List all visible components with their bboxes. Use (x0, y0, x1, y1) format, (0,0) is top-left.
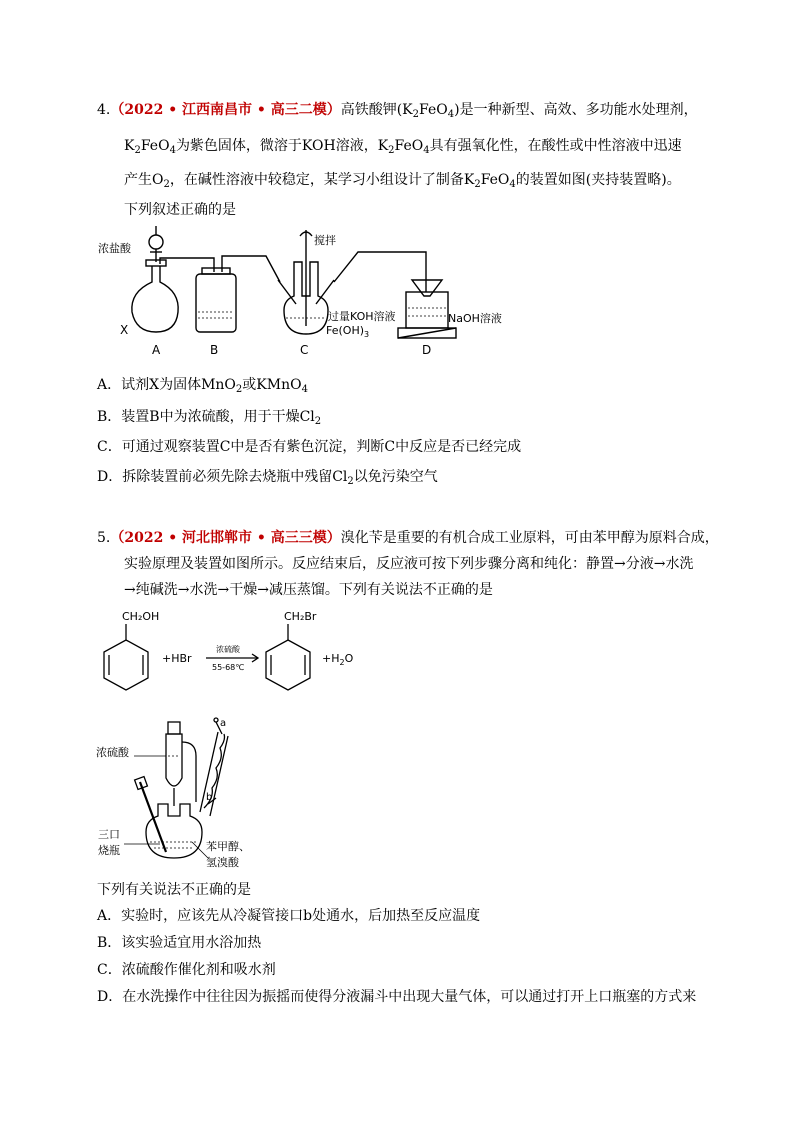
q4-line-4: 下列叙述正确的是 (124, 202, 236, 218)
q5-apparatus-figure (96, 712, 266, 868)
q5-line-1: 5.（2022 • 河北邯郸市 • 高三三模）溴化苄是重要的有机合成工业原料，可由苯甲醇为原料合成， (97, 530, 719, 546)
label-stir: 搅拌 (314, 234, 336, 247)
q5-prompt: 下列有关说法不正确的是 (97, 882, 251, 898)
flask-a (132, 266, 178, 332)
label-flask-1: 三口 (98, 828, 120, 841)
byproduct-water: $+H_2O$ (322, 652, 354, 667)
label-flask-2: 烧瓶 (98, 844, 120, 857)
q4-apparatus-figure (96, 222, 502, 360)
label-mix-1: 苯甲醇、 (206, 840, 250, 853)
q5-option-b: B．该实验适宜用水浴加热 (97, 935, 262, 951)
beaker-d (406, 292, 448, 328)
reactant-group: CH₂OH (122, 610, 160, 623)
q4-number: 4. (97, 102, 111, 118)
reagent-hbr: +HBr (162, 652, 192, 665)
q5-number: 5. (97, 530, 111, 546)
q4-line-1: 4.（2022 • 江西南昌市 • 高三二模）高铁酸钾$(K_2FeO_4)$是一种新型、高效、多功能水处理剂， (97, 102, 698, 120)
q4-option-c: C．可通过观察装置C中是否有紫色沉淀，判断C中反应是否已经完成 (97, 439, 522, 455)
q5-line-3: →纯碱洗→水洗→干燥→减压蒸馏。下列有关说法不正确的是 (124, 582, 493, 598)
q5-reaction-scheme (96, 606, 396, 702)
q5-source: （2022 • 河北邯郸市 • 高三三模） (110, 530, 341, 546)
q5-option-d: D．在水洗操作中往往因为振摇而使得分液漏斗中出现大量气体，可以通过打开上口瓶塞的方式来 (97, 989, 697, 1005)
label-naoh: NaOH溶液 (448, 312, 502, 325)
label-d: D (422, 343, 432, 357)
three-neck-flask (146, 804, 202, 858)
label-c: C (300, 343, 309, 357)
q4-option-a: A．试剂X为固体MnO$_2$或KMnO$_4$ (97, 377, 308, 395)
q4-option-d: D．拆除装置前必须先除去烧瓶中残留$Cl_2$以免污染空气 (97, 469, 438, 487)
label-mix-2: 氢溴酸 (206, 856, 239, 869)
product-group: CH₂Br (284, 610, 317, 623)
label-a: A (152, 343, 161, 357)
q4-line-3: 产生$O_2$，在碱性溶液中较稳定，某学习小组设计了制备$K_2FeO_4$的装置如图(夹持装置略)。 (124, 172, 681, 190)
condenser (200, 732, 228, 816)
label-conc-acid: 浓硫酸 (96, 746, 129, 759)
label-port-a: a (220, 718, 227, 729)
label-port-b: b (206, 792, 213, 803)
q4-source: （2022 • 江西南昌市 • 高三二模） (110, 102, 341, 118)
q5-line-2: 实验原理及装置如图所示。反应结束后，反应液可按下列步骤分离和纯化：静置→分液→水洗 (124, 556, 694, 572)
thermometer (140, 782, 166, 852)
q4-option-b: B．装置B中为浓硫酸，用于干燥$Cl_2$ (97, 409, 322, 427)
label-hcl: 浓盐酸 (98, 242, 131, 255)
q4-line-2: $K_2FeO_4$为紫色固体，微溶于KOH溶液，$K_2FeO_4$具有强氧化性，在酸性或中性溶液中迅速 (124, 138, 682, 156)
benzene-ring-product (266, 640, 310, 690)
dropping-funnel (166, 734, 182, 786)
label-x: X (120, 323, 129, 337)
benzene-ring-reactant (104, 640, 148, 690)
q5-option-a: A．实验时，应该先从冷凝管接口b处通水，后加热至反应温度 (97, 908, 481, 924)
label-feoh3: $Fe(OH)_3$ (326, 324, 370, 339)
temperature-label: 55-68℃ (212, 663, 245, 672)
bottle-b (196, 274, 236, 332)
catalyst-label: 浓硫酸 (216, 645, 240, 654)
label-b: B (210, 343, 219, 357)
separatory-funnel (149, 235, 163, 249)
q5-option-c: C．浓硫酸作催化剂和吸水剂 (97, 962, 276, 978)
label-koh: 过量KOH溶液 (328, 310, 396, 323)
